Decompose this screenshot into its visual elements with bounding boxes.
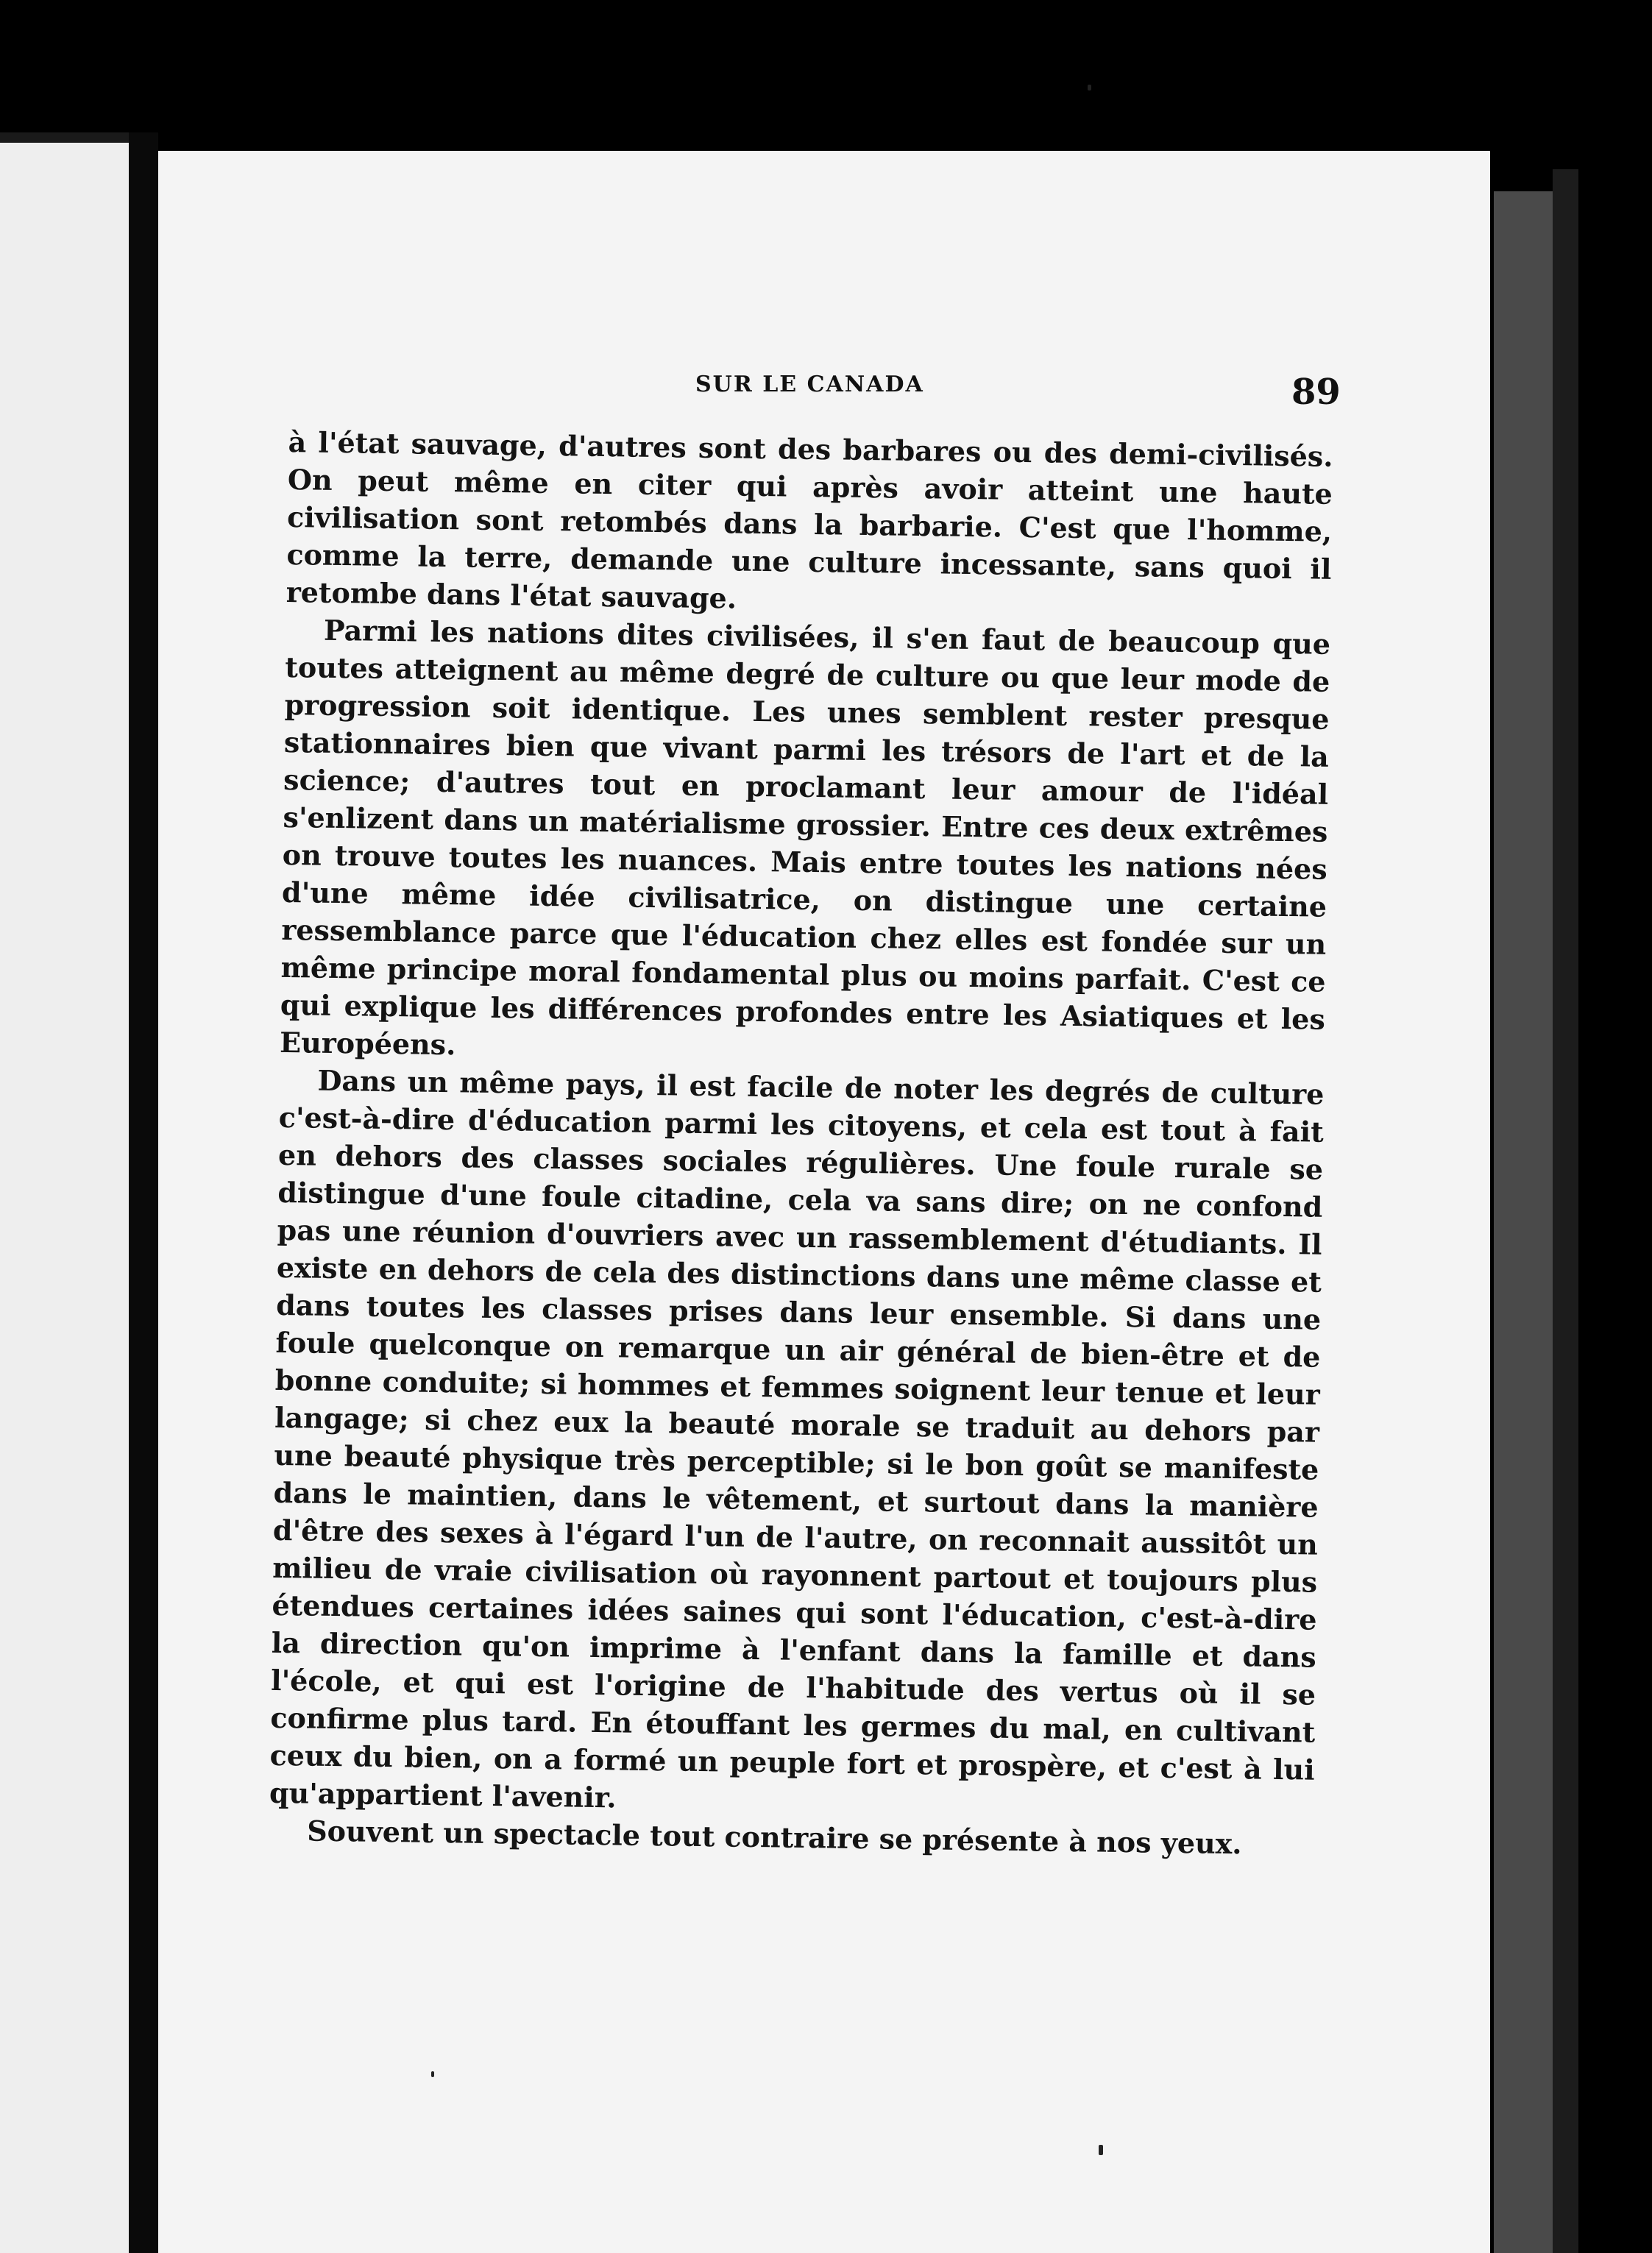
dust-speck bbox=[431, 2071, 434, 2077]
film-border-top bbox=[0, 132, 140, 143]
book-gutter bbox=[129, 132, 158, 2253]
dust-speck bbox=[1099, 2145, 1103, 2155]
page-number: 89 bbox=[1291, 372, 1341, 413]
adjacent-page-edge bbox=[0, 132, 140, 2253]
dust-speck bbox=[1088, 85, 1091, 91]
paragraph: à l'état sauvage, d'autres sont des barbares ou des demi-civilisés. On peut même en citer qui après avoir atteint une haute civilisation sont retombés dans la barbarie. C'est que l'homme, comme la terre, demande une culture incessante, sans quoi il retombe dans l'état sauvage. bbox=[286, 425, 1333, 615]
paragraph: Parmi les nations dites civilisées, il s'en faut de beaucoup que toutes atteignent au même degré de culture ou que leur mode de progression soit identique. Les unes semblent rester presque stationnaires bien que vivant parmi les trésors de l'art et de la science; d'autres tout en proclamant leur amour de l'idéal s'enlizent dans un matérialisme grossier. Entre ces deux extrêmes on trouve toutes les nuances. Mais entre toutes les nations nées d'une même idée civilisatrice, on distingue une certaine ressemblance parce que l'éducation chez elles est fondée sur un même principe moral fondamental plus ou moins parfait. C'est ce qui explique les différences profondes entre les Asiatiques et les Européens. bbox=[279, 613, 1331, 1062]
book-edge bbox=[1553, 169, 1578, 2253]
paragraph: Dans un même pays, il est facile de noter les degrés de culture c'est-à-dire d'éducation parmi les citoyens, et cela est tout à fait en dehors des classes sociales régulières. Une foule rurale se distingue d'une foule citadine, cela va sans dire; on ne confond pas une réunion d'ouvriers avec un rassemblement d'étudiants. Il existe en dehors de cela des distinctions dans une même classe et dans toutes les classes prises dans leur ensemble. Si dans une foule quelconque on remarque un air général de bien-être et de bonne conduite; si hommes et femmes soignent leur tenue et leur langage; si chez eux la beauté morale se traduit au dehors par une beauté physique très perceptible; si le bon goût se manifeste dans le maintien, dans le vêtement, et surtout dans la manière d'être des sexes à l'égard l'un de l'autre, on reconnait aussitôt un milieu de vraie civilisation où rayonnent partout et toujours plus étendues certaines idées saines qui sont l'éducation, c'est-à-dire la direction qu'on imprime à l'enfant dans la famille et dans l'école, et qui est l'origine de l'habitude des vertus où il se confirme plus tard. En étouffant les germes du mal, en cultivant ceux du bien, on a formé un peuple fort et prospère, et c'est à lui qu'appartient l'avenir. bbox=[269, 1063, 1325, 1814]
body-text bbox=[269, 423, 1333, 1864]
page-edge-shadow bbox=[1494, 191, 1553, 2253]
running-head: SUR LE CANADA bbox=[695, 372, 924, 397]
paragraph: Souvent un spectacle tout contraire se présente à nos yeux. bbox=[306, 1814, 1242, 1861]
